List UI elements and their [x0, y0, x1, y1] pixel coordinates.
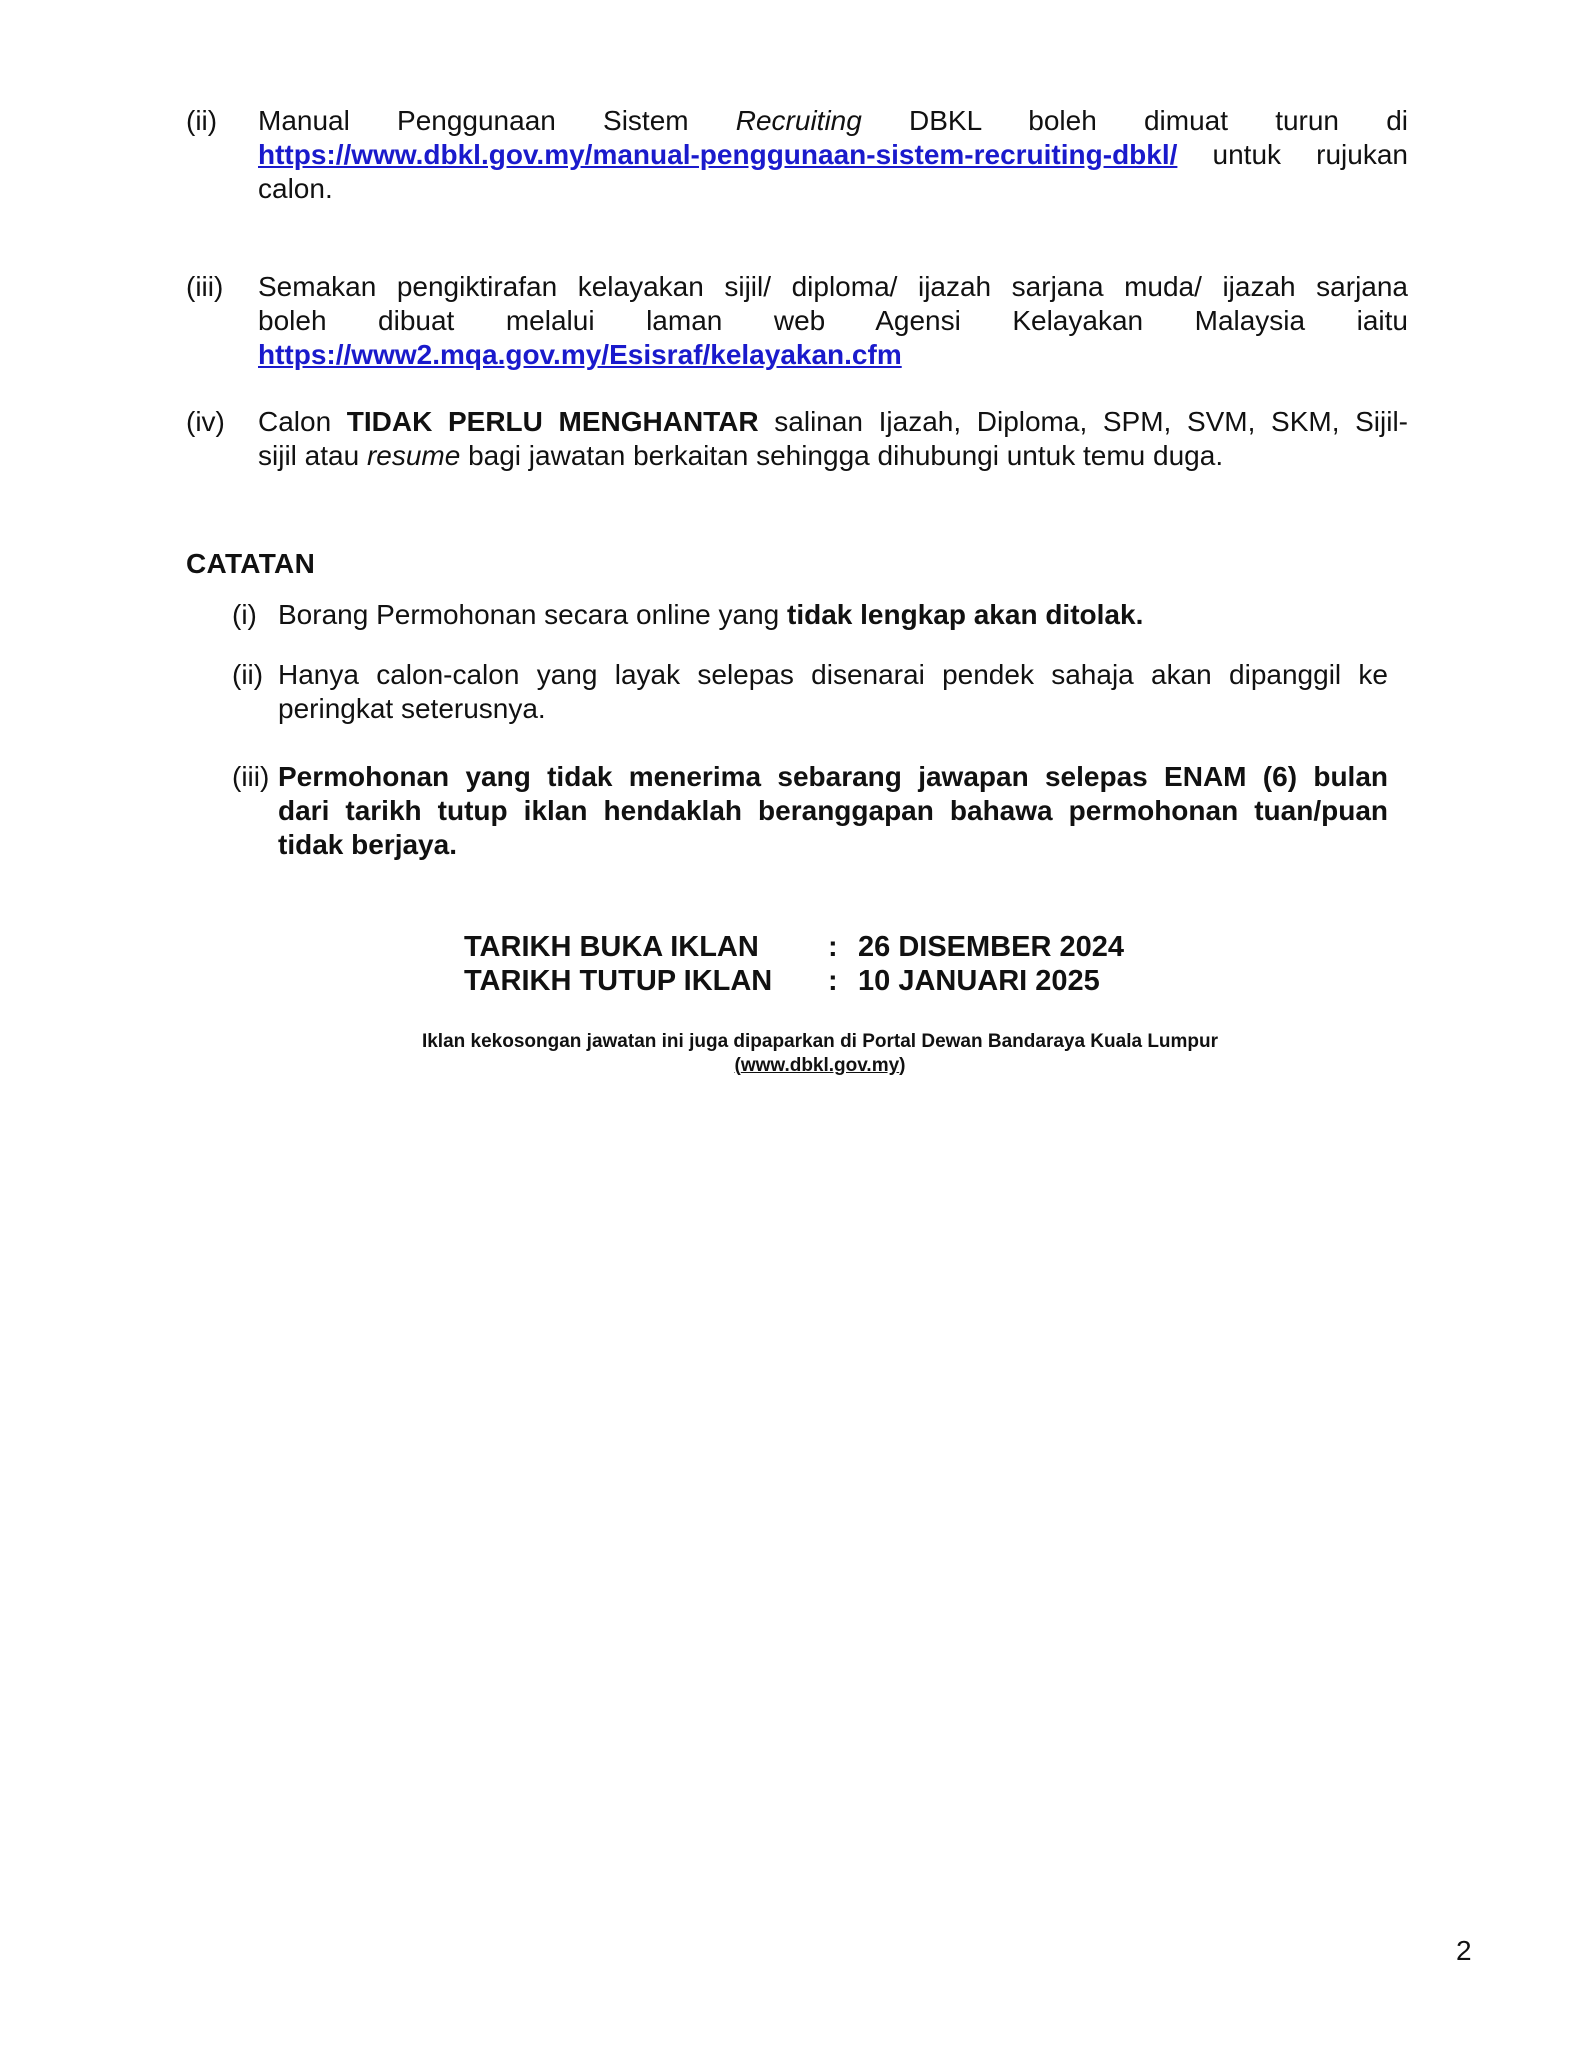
item-line-3: calon. [258, 173, 333, 204]
item-text: bagi jawatan berkaitan sehingga dihubungi untuk temu duga. [460, 440, 1224, 471]
item-text: salinan Ijazah, Diploma, SPM, SVM, SKM, Sijil- [758, 406, 1409, 437]
note-number: (i) [232, 599, 257, 630]
text-word: Penggunaan [397, 105, 556, 136]
item-body [258, 104, 1408, 206]
footer-paren: ( [734, 1055, 741, 1076]
item-text: untuk rujukan [1177, 139, 1408, 170]
item-text-bold: TIDAK PERLU MENGHANTAR [346, 406, 759, 437]
note-body [278, 598, 1388, 632]
catatan-heading: CATATAN [186, 548, 316, 579]
item-body [258, 405, 1408, 473]
note-line-2: peringkat seterusnya. [278, 693, 546, 724]
note-text: Borang Permohonan secara online yang [278, 599, 788, 630]
item-line-2: boleh dibuat melalui laman web Agensi Kelayakan Malaysia iaitu [258, 305, 1408, 336]
text-word: DBKL [909, 105, 982, 136]
item-body [258, 270, 1408, 372]
note-number: (ii) [232, 659, 264, 690]
note-line-3: tidak berjaya. [278, 829, 457, 860]
item-text-italic: resume [366, 440, 461, 471]
note-body [278, 658, 1388, 726]
list-item-iii [186, 270, 1408, 372]
note-line-2: dari tarikh tutup iklan hendaklah beranggapan bahawa permohonan tuan/puan [278, 795, 1388, 826]
text-word-italic: Recruiting [735, 105, 862, 136]
colon-separator: : [828, 931, 838, 963]
item-line-2 [258, 439, 1408, 473]
footer-line-1: Iklan kekosongan jawatan ini juga dipaparkan di Portal Dewan Bandaraya Kuala Lumpur [421, 1031, 1219, 1052]
close-date-row [464, 964, 1124, 998]
text-word: boleh [1028, 105, 1097, 136]
note-item-ii [232, 658, 1388, 726]
note-number: (iii) [232, 761, 270, 792]
item-number: (iv) [186, 406, 225, 437]
item-number: (ii) [186, 105, 218, 136]
advert-dates [464, 930, 1124, 998]
close-date-label: TARIKH TUTUP IKLAN [464, 965, 773, 997]
manual-link[interactable]: https://www.dbkl.gov.my/manual-penggunaan-sistem-recruiting-dbkl/ [258, 139, 1178, 170]
open-date-row [464, 930, 1124, 964]
note-text-bold: tidak lengkap akan ditolak. [787, 599, 1144, 630]
text-word: Sistem [603, 105, 689, 136]
list-item-ii [186, 104, 1408, 206]
note-body [278, 760, 1388, 862]
text-word: turun [1275, 105, 1340, 136]
text-word: dimuat [1143, 105, 1229, 136]
note-line-1: Permohonan yang tidak menerima sebarang jawapan selepas ENAM (6) bulan [278, 761, 1388, 792]
mqa-link[interactable]: https://www2.mqa.gov.my/Esisraf/kelayakan.cfm [258, 339, 902, 370]
open-date-label: TARIKH BUKA IKLAN [464, 931, 759, 963]
colon-separator: : [828, 965, 838, 997]
close-date-value: 10 JANUARI 2025 [858, 965, 1100, 997]
footer-line-2 [380, 1054, 1260, 1078]
list-item-iv [186, 405, 1408, 473]
item-number: (iii) [186, 271, 224, 302]
dbkl-portal-link[interactable]: www.dbkl.gov.my [740, 1055, 900, 1076]
open-date-value: 26 DISEMBER 2024 [858, 931, 1124, 963]
item-line-2 [258, 138, 1408, 172]
footer-note [380, 1030, 1260, 1078]
item-line-1 [258, 405, 1408, 439]
note-item-iii [232, 760, 1388, 862]
item-line-1 [258, 104, 1408, 138]
item-line-1: Semakan pengiktirafan kelayakan sijil/ diploma/ ijazah sarjana muda/ ijazah sarjana [258, 271, 1408, 302]
note-item-i [232, 598, 1388, 632]
item-line-3 [258, 338, 1408, 372]
note-line-1: Hanya calon-calon yang layak selepas disenarai pendek sahaja akan dipanggil ke [278, 659, 1388, 690]
page-number: 2 [1456, 1935, 1472, 1966]
note-line-1 [278, 598, 1388, 632]
footer-paren: ) [899, 1055, 906, 1076]
item-text: sijil atau [258, 440, 367, 471]
item-text: Calon [258, 406, 347, 437]
text-word: Manual [258, 105, 350, 136]
text-word: di [1386, 105, 1408, 136]
